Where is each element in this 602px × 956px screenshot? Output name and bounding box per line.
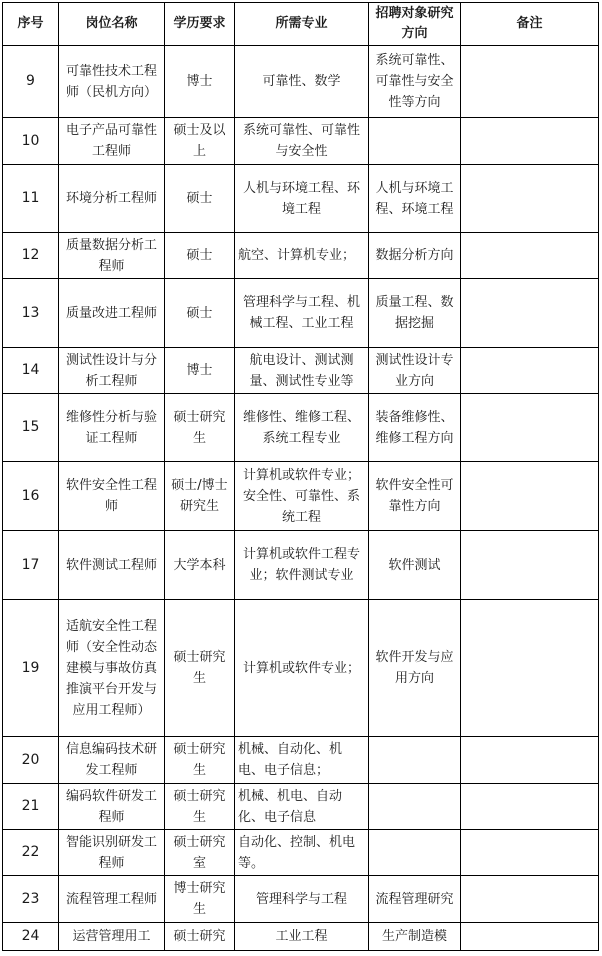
cell-no: 13: [3, 279, 59, 348]
cell-no: 10: [3, 118, 59, 165]
cell-note: [461, 394, 599, 462]
cell-no: 24: [3, 923, 59, 951]
cell-major: 自动化、控制、机电等。: [235, 830, 369, 876]
cell-note: [461, 279, 599, 348]
cell-major: 人机与环境工程、环境工程: [235, 165, 369, 233]
cell-direction: 数据分析方向: [369, 233, 461, 279]
cell-no: 11: [3, 165, 59, 233]
cell-direction: [369, 118, 461, 165]
cell-edu: 硕士研究室: [165, 830, 235, 876]
cell-major: 航电设计、测试测量、测试性专业等: [235, 348, 369, 394]
cell-no: 21: [3, 784, 59, 830]
recruitment-table: [2, 2, 599, 951]
cell-edu: 硕士研究: [165, 923, 235, 951]
cell-no: 12: [3, 233, 59, 279]
cell-title: 适航安全性工程师（安全性动态建模与事故仿真推演平台开发与应用工程师）: [59, 600, 165, 737]
cell-note: [461, 46, 599, 118]
cell-edu: 硕士: [165, 233, 235, 279]
header-direction: 招聘对象研究方向: [369, 3, 461, 46]
cell-note: [461, 233, 599, 279]
table-row: [3, 394, 599, 462]
cell-note: [461, 830, 599, 876]
cell-major: 机械、机电、自动化、电子信息: [235, 784, 369, 830]
cell-note: [461, 876, 599, 923]
cell-no: 19: [3, 600, 59, 737]
cell-edu: 硕士: [165, 165, 235, 233]
cell-title: 软件安全性工程师: [59, 462, 165, 531]
cell-no: 23: [3, 876, 59, 923]
cell-title: 编码软件研发工程师: [59, 784, 165, 830]
cell-edu: 硕士研究生: [165, 394, 235, 462]
cell-note: [461, 784, 599, 830]
cell-note: [461, 600, 599, 737]
cell-title: 流程管理工程师: [59, 876, 165, 923]
table-row: [3, 784, 599, 830]
cell-note: [461, 118, 599, 165]
table-row: [3, 118, 599, 165]
table-row: [3, 462, 599, 531]
cell-major: 可靠性、数学: [235, 46, 369, 118]
cell-direction: 人机与环境工程、环境工程: [369, 165, 461, 233]
cell-direction: [369, 830, 461, 876]
header-no: 序号: [3, 3, 59, 46]
cell-no: 16: [3, 462, 59, 531]
cell-direction: 软件安全性可靠性方向: [369, 462, 461, 531]
cell-no: 17: [3, 531, 59, 600]
table-row: [3, 165, 599, 233]
cell-direction: 生产制造模: [369, 923, 461, 951]
cell-no: 15: [3, 394, 59, 462]
cell-direction: 软件测试: [369, 531, 461, 600]
cell-edu: 大学本科: [165, 531, 235, 600]
cell-major: 维修性、维修工程、系统工程专业: [235, 394, 369, 462]
cell-edu: 硕士/博士研究生: [165, 462, 235, 531]
header-major: 所需专业: [235, 3, 369, 46]
table-row: [3, 279, 599, 348]
cell-direction: [369, 784, 461, 830]
cell-edu: 博士: [165, 348, 235, 394]
cell-major: 管理科学与工程、机械工程、工业工程: [235, 279, 369, 348]
cell-note: [461, 348, 599, 394]
header-title: 岗位名称: [59, 3, 165, 46]
table-row: [3, 600, 599, 737]
table-row: [3, 531, 599, 600]
cell-title: 质量数据分析工程师: [59, 233, 165, 279]
cell-major: 航空、计算机专业；: [235, 233, 369, 279]
header-edu: 学历要求: [165, 3, 235, 46]
table-row: [3, 737, 599, 784]
cell-title: 智能识别研发工程师: [59, 830, 165, 876]
cell-direction: 流程管理研究: [369, 876, 461, 923]
cell-edu: 硕士研究生: [165, 784, 235, 830]
cell-edu: 博士: [165, 46, 235, 118]
cell-title: 软件测试工程师: [59, 531, 165, 600]
table-row: [3, 46, 599, 118]
cell-no: 20: [3, 737, 59, 784]
table-row: [3, 876, 599, 923]
cell-direction: 软件开发与应用方向: [369, 600, 461, 737]
cell-note: [461, 923, 599, 951]
cell-title: 测试性设计与分析工程师: [59, 348, 165, 394]
cell-note: [461, 531, 599, 600]
cell-direction: 系统可靠性、可靠性与安全性等方向: [369, 46, 461, 118]
header-note: 备注: [461, 3, 599, 46]
cell-title: 质量改进工程师: [59, 279, 165, 348]
cell-major: 计算机或软件专业；: [235, 600, 369, 737]
cell-no: 9: [3, 46, 59, 118]
cell-edu: 硕士研究生: [165, 737, 235, 784]
table-row: [3, 830, 599, 876]
cell-edu: 硕士研究生: [165, 600, 235, 737]
cell-edu: 博士研究生: [165, 876, 235, 923]
cell-note: [461, 462, 599, 531]
cell-major: 管理科学与工程: [235, 876, 369, 923]
cell-title: 信息编码技术研发工程师: [59, 737, 165, 784]
cell-major: 工业工程: [235, 923, 369, 951]
cell-title: 运营管理用工: [59, 923, 165, 951]
table-row: [3, 923, 599, 951]
cell-no: 14: [3, 348, 59, 394]
cell-direction: 测试性设计专业方向: [369, 348, 461, 394]
cell-direction: 装备维修性、维修工程方向: [369, 394, 461, 462]
cell-major: 计算机或软件专业；安全性、可靠性、系统工程: [235, 462, 369, 531]
table-row: [3, 233, 599, 279]
cell-edu: 硕士及以上: [165, 118, 235, 165]
cell-note: [461, 165, 599, 233]
cell-major: 系统可靠性、可靠性与安全性: [235, 118, 369, 165]
cell-title: 电子产品可靠性工程师: [59, 118, 165, 165]
cell-no: 22: [3, 830, 59, 876]
cell-major: 机械、自动化、机电、电子信息；: [235, 737, 369, 784]
cell-title: 可靠性技术工程师（民机方向）: [59, 46, 165, 118]
cell-direction: 质量工程、数据挖掘: [369, 279, 461, 348]
table-row: [3, 348, 599, 394]
cell-title: 维修性分析与验证工程师: [59, 394, 165, 462]
cell-direction: [369, 737, 461, 784]
recruitment-table-wrapper: [2, 2, 599, 951]
cell-note: [461, 737, 599, 784]
cell-major: 计算机或软件工程专业；软件测试专业: [235, 531, 369, 600]
table-header-row: [3, 3, 599, 46]
cell-title: 环境分析工程师: [59, 165, 165, 233]
cell-edu: 硕士: [165, 279, 235, 348]
